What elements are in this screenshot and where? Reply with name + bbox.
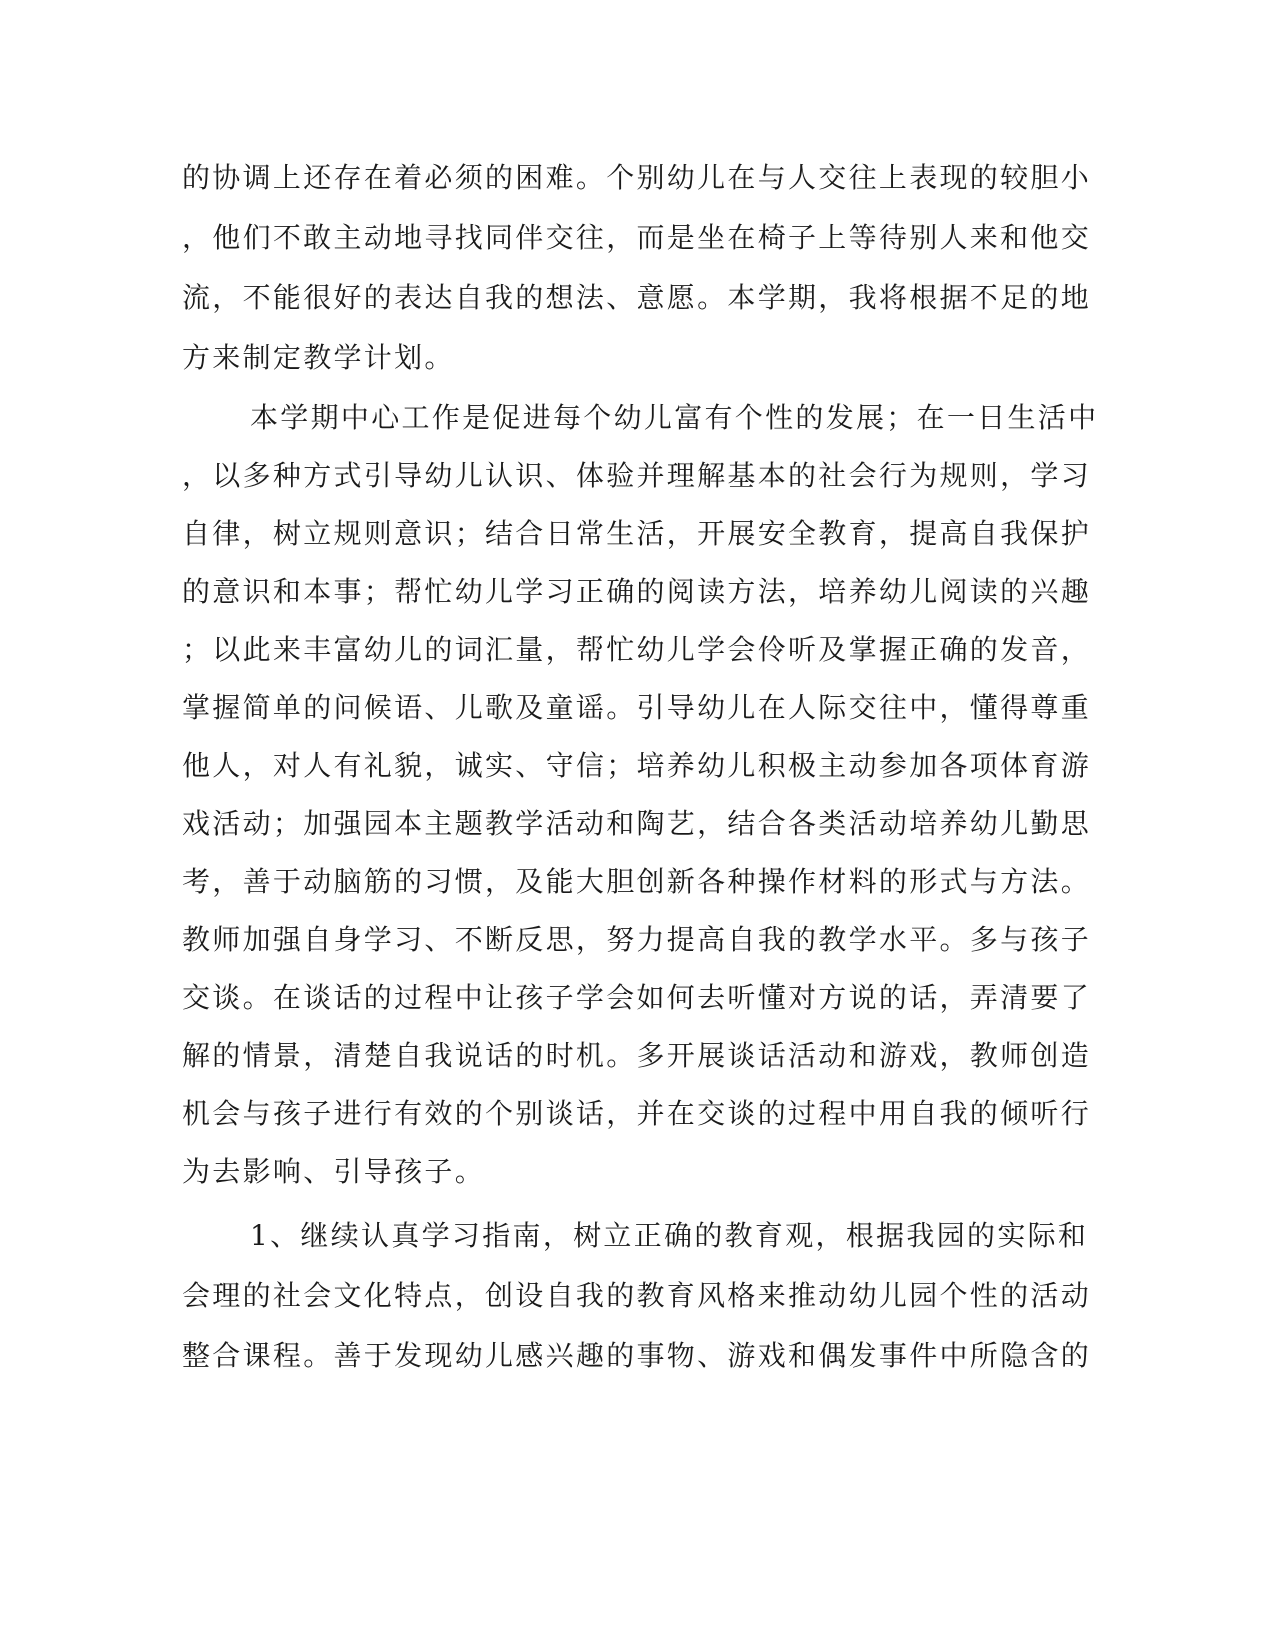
paragraph-1-line-3: 流，不能很好的表达自我的想法、意愿。本学期，我将根据不足的地 — [182, 281, 1092, 314]
paragraph-3-line-1: 1、继续认真学习指南，树立正确的教育观，根据我园的实际和 — [250, 1219, 1089, 1252]
paragraph-2-line-2: ，以多种方式引导幼儿认识、体验并理解基本的社会行为规则，学习 — [182, 459, 1092, 492]
paragraph-1-line-1: 的协调上还存在着必须的困难。个别幼儿在与人交往上表现的较胆小 — [182, 161, 1092, 194]
paragraph-2-line-9: 考，善于动脑筋的习惯，及能大胆创新各种操作材料的形式与方法。 — [182, 865, 1092, 898]
paragraph-3-line-3: 整合课程。善于发现幼儿感兴趣的事物、游戏和偶发事件中所隐含的 — [182, 1339, 1092, 1372]
paragraph-2-line-13: 机会与孩子进行有效的个别谈话，并在交谈的过程中用自我的倾听行 — [182, 1097, 1092, 1130]
paragraph-2-line-10: 教师加强自身学习、不断反思，努力提高自我的教学水平。多与孩子 — [182, 923, 1092, 956]
paragraph-2-line-5: ；以此来丰富幼儿的词汇量，帮忙幼儿学会伶听及掌握正确的发音， — [182, 633, 1092, 666]
paragraph-2-line-11: 交谈。在谈话的过程中让孩子学会如何去听懂对方说的话，弄清要了 — [182, 981, 1092, 1014]
paragraph-1-line-4: 方来制定教学计划。 — [182, 341, 455, 374]
paragraph-2-line-1: 本学期中心工作是促进每个幼儿富有个性的发展；在一日生活中 — [250, 401, 1099, 434]
paragraph-2-line-12: 解的情景，清楚自我说话的时机。多开展谈话活动和游戏，教师创造 — [182, 1039, 1092, 1072]
paragraph-2-line-8: 戏活动；加强园本主题教学活动和陶艺，结合各类活动培养幼儿勤思 — [182, 807, 1092, 840]
paragraph-2-line-6: 掌握简单的问候语、儿歌及童谣。引导幼儿在人际交往中，懂得尊重 — [182, 691, 1092, 724]
paragraph-2-line-14: 为去影响、引导孩子。 — [182, 1155, 486, 1188]
paragraph-1-line-2: ，他们不敢主动地寻找同伴交往，而是坐在椅子上等待别人来和他交 — [182, 221, 1092, 254]
paragraph-3-line-2: 会理的社会文化特点，创设自我的教育风格来推动幼儿园个性的活动 — [182, 1279, 1092, 1312]
paragraph-2-line-3: 自律，树立规则意识；结合日常生活，开展安全教育，提高自我保护 — [182, 517, 1092, 550]
paragraph-2-line-4: 的意识和本事；帮忙幼儿学习正确的阅读方法，培养幼儿阅读的兴趣 — [182, 575, 1092, 608]
paragraph-2-line-7: 他人，对人有礼貌，诚实、守信；培养幼儿积极主动参加各项体育游 — [182, 749, 1092, 782]
